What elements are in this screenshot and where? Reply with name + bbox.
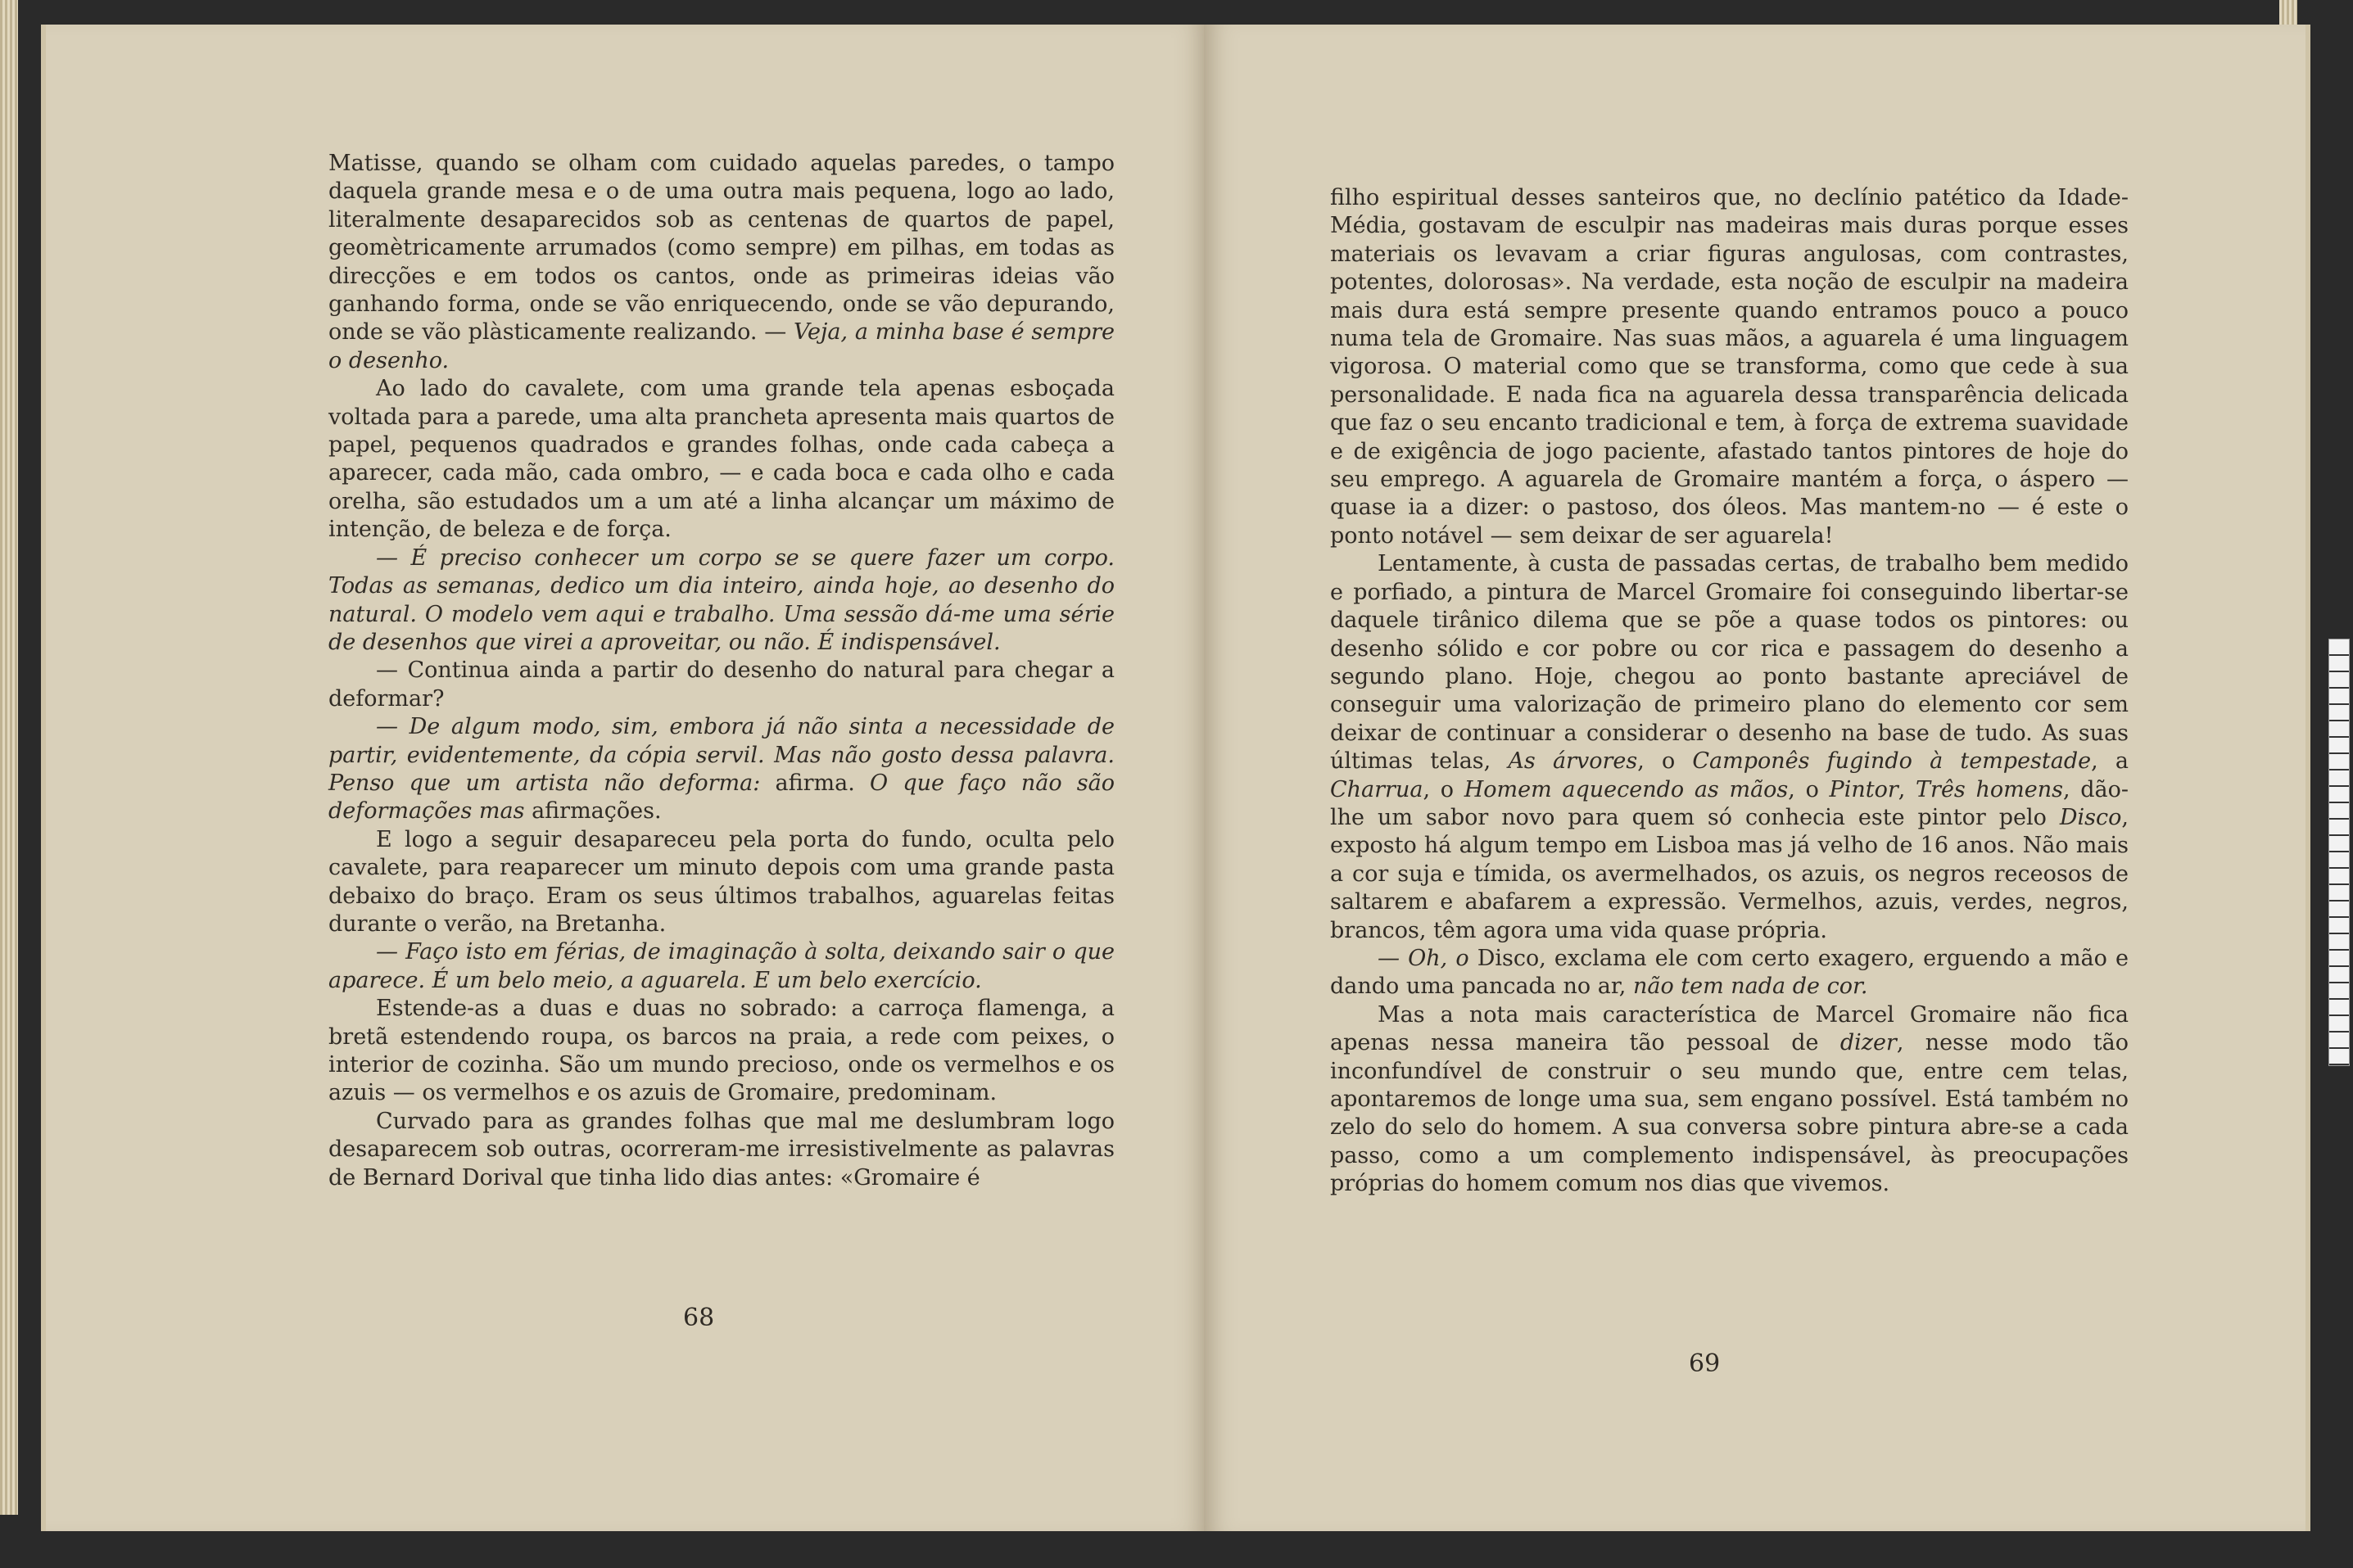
paragraph: Estende-as a duas e duas no sobrado: a carroça flamenga, a bretã estendendo roupa, os barcos na praia, a rede com peixes, o interior de cozinha. São um mundo precioso, onde os vermelhos e os azuis — os vermelhos e os azuis de Gromaire, predominam. (328, 996, 1115, 1106)
paragraph: Mas a nota mais característica de Marcel Gromaire não fica apenas nessa maneira tão pessoal de dizer, nesse modo tão inconfundível de construir o seu mundo que, entre cem telas, apontaremos de longe uma sua, sem engano possível. Está também no zelo do selo do homem. A sua conversa sobre pintura abre-se a cada passo, como a um complemento indispensável, às preocupações próprias do homem comum nos dias que vivemos. (1330, 1001, 2129, 1197)
right-page (1204, 25, 2310, 1531)
paragraph: Lentamente, à custa de passadas certas, de trabalho bem medido e porfiado, a pintura de Marcel Gromaire foi conseguindo libertar-se daquele tirânico dilema que se põe a quase todos os pintores: ou desenho sólido e cor pobre ou cor rica e passagem do desenho a segundo plano. Hoje, chegou ao ponto bastante apreciável de conseguir uma valorização de primeiro plano do elemento cor sem deixar de continuar a considerar o desenho na base de tudo. As suas últimas telas, As árvores, o Camponês fugindo à tempestade, a Charrua, o Homem aquecendo as mãos, o Pintor, Três homens, dão-lhe um sabor novo para quem só conhecia este pintor pelo Disco, exposto há algum tempo em Lisboa mas já velho de 16 anos. Não mais a cor suja e tímida, os avermelhados, os azuis, os negros receosos de saltarem e abafarem a expressão. Vermelhos, azuis, verdes, negros, brancos, têm agora uma vida quase própria. (1330, 551, 2129, 943)
paragraph: — É preciso conhecer um corpo se se quere fazer um corpo. Todas as semanas, dedico um dia inteiro, ainda hoje, ao desenho do natural. O modelo vem aqui e trabalho. Uma sessão dá-me uma série de desenhos que virei a aproveitar, ou não. É indispensável. (328, 545, 1115, 655)
paragraph: — Faço isto em férias, de imaginação à solta, deixando sair o que aparece. É um belo meio, a aguarela. E um belo exercício. (328, 939, 1115, 993)
paragraph: — De algum modo, sim, embora já não sinta a necessidade de partir, evidentemente, da cópia servil. Mas não gosto dessa palavra. Penso que um artista não deforma: afirma. O que faço não são deformações mas afirmações. (328, 714, 1115, 825)
paragraph: Ao lado do cavalete, com uma grande tela apenas esboçada voltada para a parede, uma alta prancheta apresenta mais quartos de papel, pequenos quadrados e grandes folhas, onde cada cabeça a aparecer, cada mão, cada ombro, — e cada boca e cada olho e cada orelha, são estudados um a um até a linha alcançar um máximo de intenção, de beleza e de força. (328, 376, 1115, 543)
book-spread (25, 25, 2318, 1548)
right-page-text (1330, 184, 2129, 1199)
page-number: 68 (683, 1304, 715, 1332)
page-edge-left (0, 0, 18, 1515)
paragraph: — Continua ainda a partir do desenho do natural para chegar a deformar? (328, 657, 1115, 712)
left-page-text (328, 150, 1115, 1192)
paragraph: — Oh, o Disco, exclama ele com certo exagero, erguendo a mão e dando uma pancada no ar, não tem nada de cor. (1330, 945, 2129, 1000)
paragraph: E logo a seguir desapareceu pela porta do fundo, oculta pelo cavalete, para reaparecer um minuto depois com uma grande pasta debaixo do braço. Eram os seus últimos trabalhos, aguarelas feitas durante o verão, na Bretanha. (328, 826, 1115, 937)
paragraph: Curvado para as grandes folhas que mal me deslumbram logo desaparecem sob outras, ocorreram-me irresistivelmente as palavras de Bernard Dorival que tinha lido dias antes: «Gromaire é (328, 1108, 1115, 1191)
page-number: 69 (1689, 1349, 1721, 1378)
color-scale-ruler (2328, 639, 2350, 1066)
paragraph: filho espiritual desses santeiros que, no declínio patético da Idade-Média, gostavam de esculpir nas madeiras mais duras porque esses materiais os levavam a criar figuras angulosas, com contrastes, potentes, dolorosas». Na verdade, esta noção de esculpir na madeira mais dura está sempre presente quando entramos pouco a pouco numa tela de Gromaire. Nas suas mãos, a aguarela é uma linguagem vigorosa. O material como que se transforma, como que cede à sua personalidade. E nada fica na aguarela dessa transparência delicada que faz o seu encanto tradicional e tem, à força de extrema suavidade e de exigência de jogo paciente, afastado tantos pintores de hoje do seu emprego. A aguarela de Gromaire mantém a força, o áspero — quase ia a dizer: o pastoso, dos óleos. Mas mantem-no — é este o ponto notável — sem deixar de ser aguarela! (1330, 185, 2129, 549)
left-page (41, 25, 1207, 1531)
paragraph: Matisse, quando se olham com cuidado aquelas paredes, o tampo daquela grande mesa e o de uma outra mais pequena, logo ao lado, literalmente desaparecidos sob as centenas de quartos de papel, geomètricamente arrumados (como sempre) em pilhas, em todas as direcções e em todos os cantos, onde as primeiras ideias vão ganhando forma, onde se vão enriquecendo, onde se vão depurando, onde se vão plàsticamente realizando. — Veja, a minha base é sempre o desenho. (328, 151, 1115, 373)
